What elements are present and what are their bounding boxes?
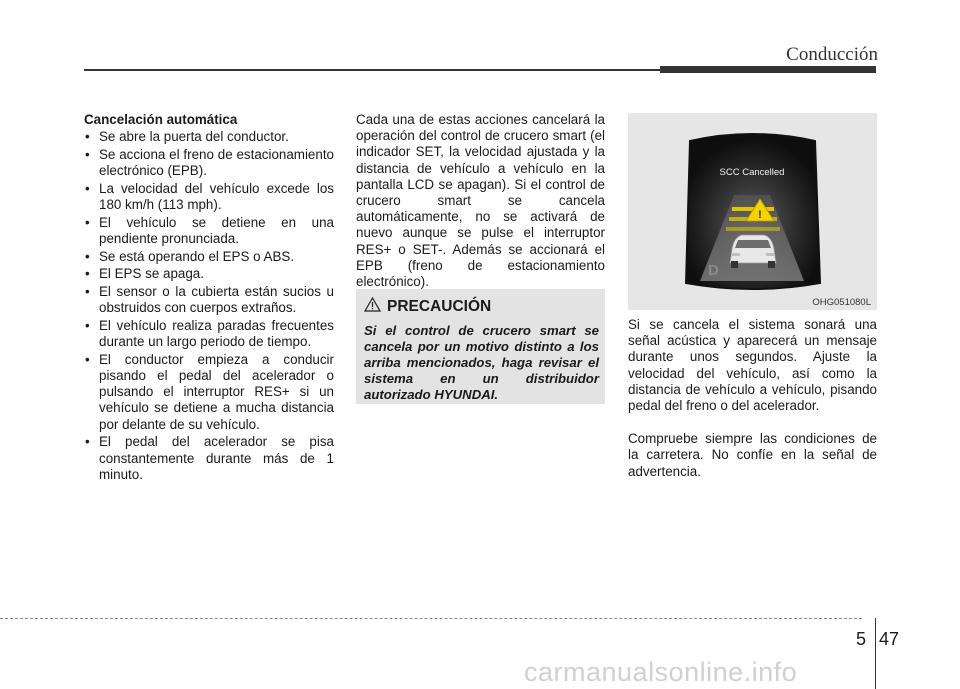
caution-title: PRECAUCIÓN — [387, 298, 492, 315]
list-item: • El EPS se apaga. — [84, 266, 334, 282]
road-conditions-paragraph: Compruebe siempre las condiciones de la carretera. No confíe en la señal de advertencia. — [628, 431, 877, 479]
list-item: • El conductor empieza a conducir pisando el pedal del acelerador o pulsando el interruptor RES+ si un vehículo se detiene a mucha distancia por delante de su vehículo. — [84, 352, 334, 433]
list-item: • El vehículo realiza paradas frecuentes durante un largo periodo de tiempo. — [84, 318, 334, 350]
column-left — [84, 112, 334, 484]
cancel-conditions-list — [84, 129, 334, 483]
scc-cancelled-text: SCC Cancelled — [719, 167, 785, 178]
list-item: • El pedal del acelerador se pisa constantemente durante más de 1 minuto. — [84, 434, 334, 483]
watermark: carmanualsonline.info — [524, 657, 798, 687]
header-rule-thick — [660, 66, 876, 73]
footer-dashed-line — [0, 618, 862, 619]
figure-code: OHG051080L — [812, 297, 871, 308]
list-item: • Se abre la puerta del conductor. — [84, 129, 334, 145]
list-item: • La velocidad del vehículo excede los 180 km/h (113 mph). — [84, 181, 334, 213]
chapter-number: 5 — [856, 629, 867, 649]
list-item: • Se está operando el EPS o ABS. — [84, 249, 334, 265]
list-item: • El sensor o la cubierta están sucios u obstruidos con cuerpos extraños. — [84, 284, 334, 316]
header-rule-thin — [84, 69, 660, 71]
car-rear-icon — [730, 235, 776, 268]
cancel-alert-paragraph: Si se cancela el sistema sonará una señal acústica y aparecerá un mensaje durante unos segundos. Ajuste la velocidad del vehículo, así como la distancia de vehículo a vehículo, pisando pedal del freno o del acelerador. — [628, 317, 877, 414]
list-item: • Se acciona el freno de estacionamiento electrónico (EPB). — [84, 147, 334, 179]
cancel-description: Cada una de estas acciones cancelará la operación del control de crucero smart (el indicador SET, la velocidad ajustada y la distancia de vehículo a vehículo en la pantalla LCD se apagan). Si el control de crucero smart se cancela automáticamente, no se activará de nuevo aunque se pulse el interruptor RES+ o SET-. Además se accionará el EPB (freno de estacionamiento electrónico). — [356, 112, 605, 290]
caution-box — [356, 289, 605, 404]
scc-cancelled-figure — [628, 113, 877, 310]
section-title: Conducción — [786, 44, 878, 65]
page-separator — [875, 618, 876, 689]
page-number: 47 — [879, 629, 900, 649]
auto-cancel-heading: Cancelación automática — [84, 112, 238, 127]
cluster-display-illustration — [628, 113, 877, 310]
gear-indicator: D — [708, 262, 719, 279]
caution-text: Si el control de crucero smart se cancela por un motivo distinto a los arriba mencionados, haga revisar el sistema en un distribuidor autorizado HYUNDAI. — [364, 323, 599, 402]
warning-mark-text: ! — [758, 209, 762, 221]
column-middle — [356, 112, 605, 290]
warning-triangle-icon — [364, 297, 381, 317]
list-item: • El vehículo se detiene en una pendiente pronunciada. — [84, 215, 334, 247]
